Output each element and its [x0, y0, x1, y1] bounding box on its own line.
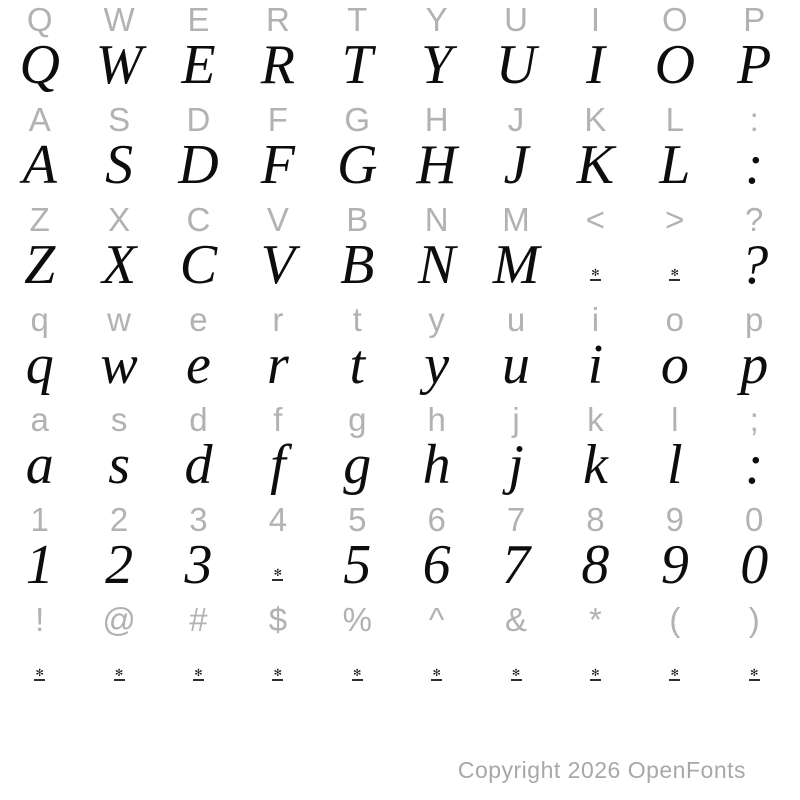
missing-glyph-mark: ✻: [273, 568, 283, 579]
glyph-cell: g: [348, 401, 367, 438]
missing-glyph-icon: [715, 640, 794, 690]
glyph-cell: W: [95, 34, 143, 96]
glyph-cell: a: [30, 401, 49, 438]
glyph-cell: p: [740, 334, 769, 396]
missing-glyph-mark: ✻: [670, 268, 679, 279]
glyph-cell: (: [669, 601, 681, 638]
glyph-cell: D: [186, 101, 211, 138]
glyph-cell: o: [660, 334, 689, 396]
missing-glyph-icon: [0, 640, 79, 690]
missing-glyph-icon: [635, 640, 714, 690]
missing-glyph-icon: [556, 640, 635, 690]
missing-glyph-icon: [159, 640, 238, 690]
glyph-cell: R: [260, 34, 295, 96]
glyph-cell: K: [576, 134, 615, 196]
missing-glyph-mark: ✻: [591, 268, 600, 279]
missing-glyph-mark: ✻: [194, 668, 203, 679]
missing-glyph-mark: ✻: [353, 668, 362, 679]
glyph-cell: G: [344, 101, 371, 138]
glyph-cell: a: [25, 434, 54, 496]
glyph-cell: S: [108, 101, 131, 138]
missing-glyph-mark: ✻: [432, 668, 441, 679]
missing-glyph-icon: [79, 640, 158, 690]
glyph-cell: <: [585, 201, 606, 238]
glyph-cell: o: [665, 301, 684, 338]
glyph-cell: G: [337, 134, 378, 196]
glyph-cell: J: [503, 134, 529, 196]
glyph-cell: 8: [586, 501, 605, 538]
glyph-cell: y: [428, 301, 445, 338]
glyph-row-specimen: [0, 234, 794, 300]
missing-glyph-icon: [238, 640, 317, 690]
glyph-cell: ;: [749, 401, 759, 438]
glyph-cell: E: [181, 34, 216, 96]
glyph-cell: f: [270, 434, 286, 496]
glyph-cell: R: [265, 1, 290, 38]
glyph-cell: U: [495, 34, 537, 96]
glyph-cell: O: [654, 34, 696, 96]
glyph-cell: 9: [660, 534, 689, 596]
glyph-cell: Y: [425, 1, 448, 38]
glyph-cell: ): [748, 601, 760, 638]
glyph-cell: u: [506, 301, 526, 338]
glyph-cell: k: [583, 434, 608, 496]
glyph-cell: s: [110, 401, 128, 438]
glyph-cell: f: [273, 401, 283, 438]
glyph-cell: V: [266, 201, 289, 238]
glyph-cell: T: [347, 1, 368, 38]
glyph-cell: Y: [421, 34, 453, 96]
missing-glyph-icon: [318, 640, 397, 690]
glyph-cell: e: [189, 301, 208, 338]
glyph-cell: 4: [268, 501, 288, 538]
glyph-row-specimen: [0, 534, 794, 600]
glyph-cell: 3: [184, 534, 213, 596]
missing-glyph-mark: ✻: [114, 668, 124, 679]
glyph-cell: y: [424, 334, 450, 396]
glyph-cell: M: [492, 234, 540, 296]
glyph-cell: T: [341, 34, 373, 96]
glyph-cell: ^: [428, 601, 445, 638]
glyph-cell: :: [744, 434, 764, 496]
glyph-cell: A: [28, 101, 51, 138]
glyph-cell: j: [508, 434, 524, 496]
glyph-cell: *: [589, 601, 602, 638]
glyph-cell: h: [427, 401, 446, 438]
glyph-cell: :: [749, 101, 759, 138]
glyph-cell: C: [186, 201, 211, 238]
glyph-cell: U: [504, 1, 528, 38]
glyph-cell: 3: [189, 501, 208, 538]
glyph-cell: 7: [502, 534, 531, 596]
glyph-cell: D: [178, 134, 219, 196]
missing-glyph-icon: [556, 240, 635, 290]
glyph-cell: p: [745, 301, 764, 338]
glyph-cell: >: [665, 201, 685, 238]
glyph-row-specimen: [0, 134, 794, 200]
glyph-cell: E: [187, 1, 210, 38]
glyph-cell: P: [737, 34, 772, 96]
glyph-cell: 2: [109, 501, 129, 538]
glyph-cell: 6: [422, 534, 451, 596]
missing-glyph-mark: ✻: [35, 668, 44, 679]
missing-glyph-icon: [238, 540, 317, 590]
glyph-cell: H: [424, 101, 449, 138]
copyright-text: Copyright 2026 OpenFonts: [457, 757, 746, 783]
glyph-cell: g: [343, 434, 372, 496]
glyph-cell: H: [416, 134, 457, 196]
glyph-cell: S: [105, 134, 134, 196]
glyph-cell: w: [100, 334, 138, 396]
glyph-cell: 6: [427, 501, 446, 538]
glyph-cell: K: [584, 101, 607, 138]
glyph-cell: J: [507, 101, 525, 138]
glyph-cell: %: [342, 601, 372, 638]
glyph-cell: i: [591, 301, 600, 338]
glyph-cell: Z: [29, 201, 50, 238]
glyph-cell: N: [417, 234, 456, 296]
glyph-cell: t: [352, 301, 362, 338]
glyph-cell: !: [35, 601, 45, 638]
glyph-cell: 1: [25, 534, 54, 596]
glyph-cell: d: [184, 434, 213, 496]
glyph-row-specimen: [0, 34, 794, 100]
missing-glyph-icon: [635, 240, 714, 290]
glyph-cell: d: [189, 401, 208, 438]
glyph-cell: w: [107, 301, 131, 338]
glyph-cell: 8: [581, 534, 610, 596]
glyph-cell: @: [102, 601, 136, 638]
glyph-cell: u: [502, 334, 531, 396]
missing-glyph-icon: [397, 640, 476, 690]
glyph-cell: $: [268, 601, 288, 638]
glyph-cell: j: [512, 401, 520, 438]
glyph-cell: Q: [26, 1, 53, 38]
missing-glyph-mark: ✻: [591, 668, 600, 679]
missing-glyph-icon: [476, 640, 555, 690]
glyph-cell: 0: [745, 501, 764, 538]
glyph-cell: N: [424, 201, 449, 238]
missing-glyph-mark: ✻: [511, 668, 521, 679]
glyph-cell: :: [744, 134, 764, 196]
glyph-cell: I: [590, 1, 601, 38]
glyph-cell: F: [267, 101, 288, 138]
glyph-cell: i: [587, 334, 604, 396]
glyph-cell: 0: [740, 534, 769, 596]
glyph-cell: 5: [348, 501, 367, 538]
glyph-cell: B: [340, 234, 375, 296]
glyph-cell: r: [266, 334, 289, 396]
glyph-cell: h: [422, 434, 451, 496]
glyph-cell: 1: [30, 501, 49, 538]
glyph-cell: s: [108, 434, 130, 496]
missing-glyph-mark: ✻: [750, 668, 759, 679]
glyph-cell: L: [659, 134, 691, 196]
glyph-cell: 9: [665, 501, 684, 538]
glyph-cell: e: [186, 334, 211, 396]
missing-glyph-mark: ✻: [670, 668, 679, 679]
glyph-cell: #: [189, 601, 208, 638]
glyph-cell: C: [179, 234, 218, 296]
glyph-cell: P: [743, 1, 766, 38]
glyph-cell: t: [349, 334, 366, 396]
glyph-cell: L: [665, 101, 684, 138]
glyph-cell: X: [108, 201, 131, 238]
glyph-cell: 5: [343, 534, 372, 596]
glyph-cell: l: [667, 434, 683, 496]
glyph-cell: I: [586, 34, 605, 96]
glyph-cell: V: [260, 234, 295, 296]
glyph-cell: q: [25, 334, 54, 396]
glyph-row-specimen: [0, 640, 794, 700]
glyph-cell: Q: [19, 34, 60, 96]
glyph-cell: l: [671, 401, 679, 438]
glyph-cell: O: [661, 1, 688, 38]
glyph-cell: B: [346, 201, 369, 238]
glyph-cell: 2: [105, 534, 134, 596]
glyph-row-reference: [0, 600, 794, 640]
glyph-cell: M: [502, 201, 530, 238]
glyph-cell: r: [272, 301, 284, 338]
glyph-cell: A: [22, 134, 57, 196]
glyph-cell: q: [30, 301, 49, 338]
glyph-cell: k: [587, 401, 604, 438]
glyph-cell: ?: [745, 201, 764, 238]
glyph-row-specimen: [0, 434, 794, 500]
glyph-cell: W: [103, 1, 135, 38]
glyph-cell: ?: [740, 234, 769, 296]
glyph-cell: &: [505, 601, 528, 638]
glyph-cell: X: [101, 234, 137, 296]
glyph-cell: Z: [24, 234, 56, 296]
missing-glyph-mark: ✻: [273, 668, 283, 679]
glyph-row-specimen: [0, 334, 794, 400]
glyph-cell: 7: [506, 501, 526, 538]
glyph-cell: F: [260, 134, 295, 196]
